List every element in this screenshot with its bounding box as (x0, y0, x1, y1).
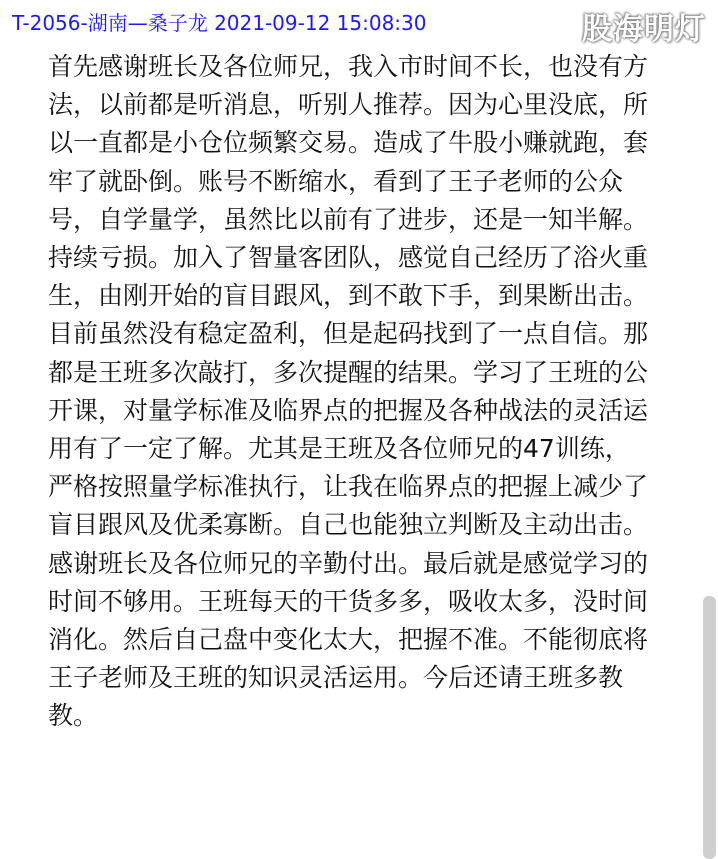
text-line: 感谢班长及各位师兄的辛勤付出。最后就是感觉学习的 (48, 548, 649, 578)
text-line: 生，由刚开始的盲目跟风，到不敢下手，到果断出击。 (48, 281, 649, 311)
text-line: 都是王班多次敲打，多次提醒的结果。学习了王班的公 (48, 357, 649, 387)
text-line: 消化。然后自己盘中变化太大，把握不准。不能彻底将 (48, 625, 649, 655)
text-line: 号，自学量学，虽然比以前有了进步，还是一知半解。 (48, 204, 649, 234)
text-line: 盲目跟风及优柔寡断。自己也能独立判断及主动出击。 (48, 510, 649, 540)
text-line: 以一直都是小仓位频繁交易。造成了牛股小赚就跑，套 (48, 128, 649, 158)
text-line: 开课，对量学标准及临界点的把握及各种战法的灵活运 (48, 395, 649, 425)
text-line: 教。 (48, 701, 99, 731)
text-line: 王子老师及王班的知识灵活运用。今后还请王班多教 (48, 663, 624, 693)
text-line: 时间不够用。王班每天的干货多多，吸收太多，没时间 (48, 586, 649, 616)
text-line: 首先感谢班长及各位师兄，我入市时间不长，也没有方 (48, 52, 649, 81)
text-line: 牢了就卧倒。账号不断缩水，看到了王子老师的公众 (48, 166, 624, 196)
post-header: T-2056-湖南—桑子龙 2021-09-12 15:08:30 (12, 11, 427, 35)
text-line: 持续亏损。加入了智量客团队，感觉自己经历了浴火重 (48, 243, 649, 273)
vertical-scrollbar[interactable] (703, 596, 716, 859)
watermark-logo: 股海明灯 (582, 12, 706, 47)
text-line: 目前虽然没有稳定盈利，但是起码找到了一点自信。那 (48, 319, 649, 349)
text-line: 法，以前都是听消息，听别人推荐。因为心里没底，所 (48, 90, 649, 120)
text-line: 严格按照量学标准执行，让我在临界点的把握上减少了 (48, 472, 649, 502)
message-body (48, 48, 700, 736)
text-line: 用有了一定了解。尤其是王班及各位师兄的47训练， (48, 434, 630, 464)
